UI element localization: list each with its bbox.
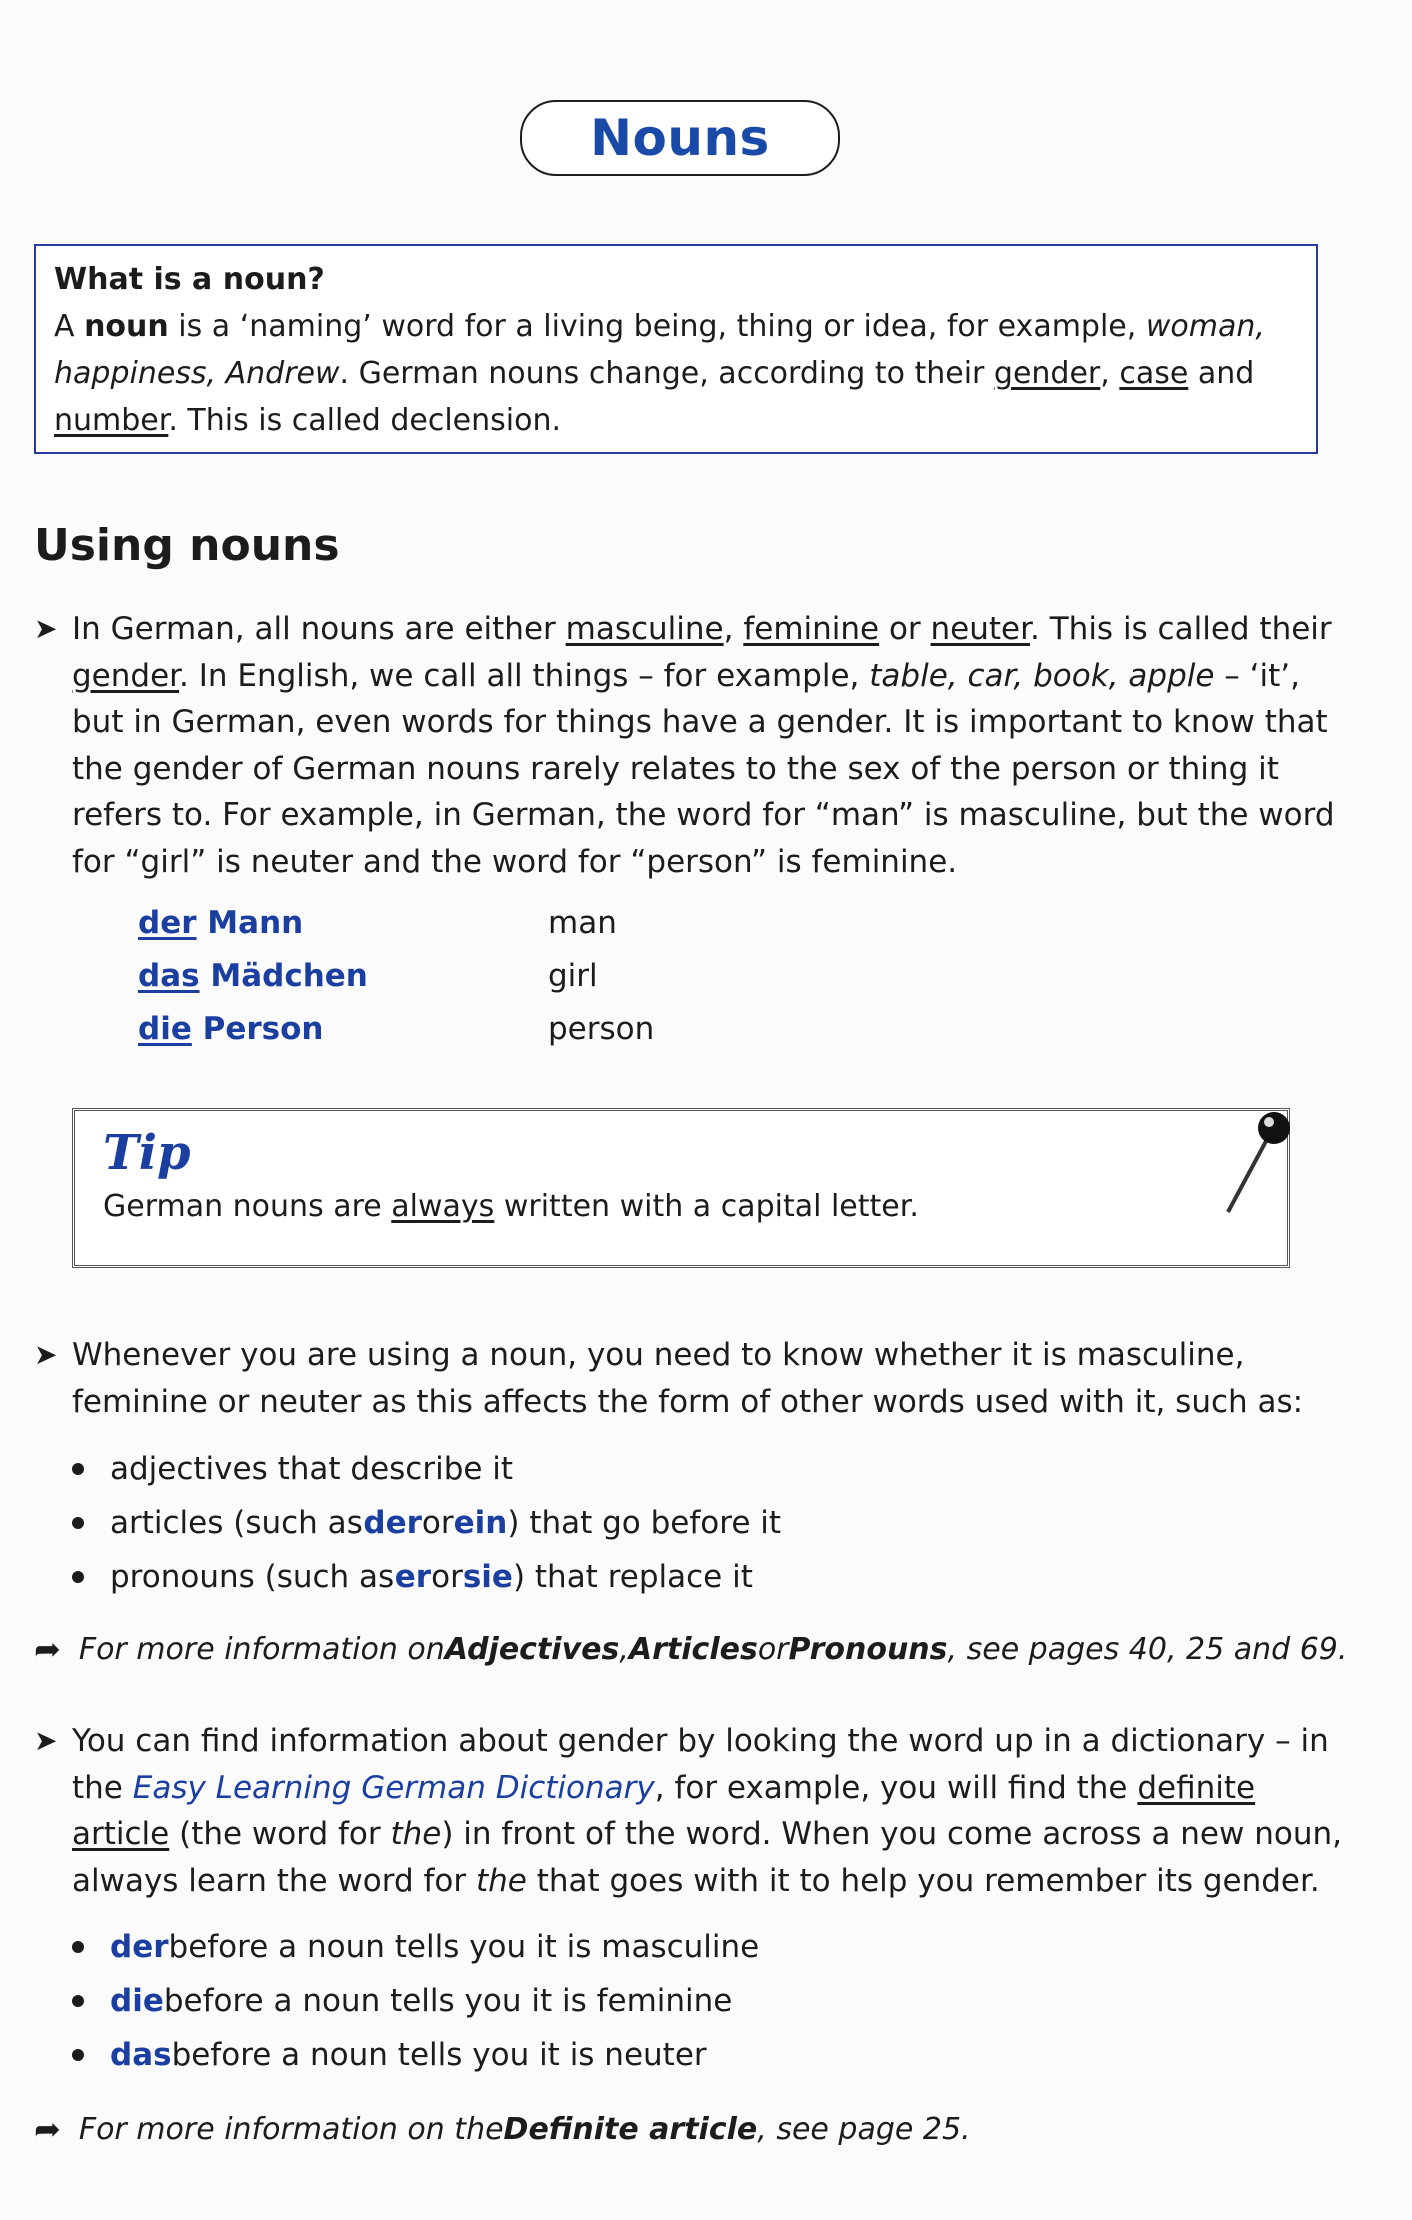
- bullet-text: articles (such as: [110, 1505, 363, 1541]
- p1-t5: or: [879, 611, 931, 647]
- tip-always: always: [391, 1189, 495, 1224]
- list-item: [72, 1442, 781, 1496]
- def-t3: is a ‘naming’ word for a living being, thing or idea, for example,: [168, 309, 1146, 344]
- definition-question: What is a noun?: [54, 262, 325, 297]
- def-t7: ,: [1100, 356, 1120, 391]
- bullet-list-word-types: [72, 1442, 781, 1604]
- pushpin-icon: [1212, 1100, 1302, 1230]
- example-article[interactable]: die: [138, 1010, 192, 1047]
- bullet-text: before a noun tells you it is neuter: [171, 2037, 707, 2073]
- list-item: [72, 1496, 781, 1550]
- bullet-dot-icon: [72, 1517, 84, 1529]
- arrow-bullet-icon: ➤: [34, 1724, 58, 1757]
- bullet-text: ) that go before it: [507, 1505, 782, 1541]
- page-title: Nouns: [590, 109, 770, 167]
- example-row: [138, 949, 738, 1002]
- xref1-t7: , see pages 40, 25 and 69.: [947, 1631, 1348, 1667]
- bullet-text: pronouns (such as: [110, 1559, 395, 1595]
- p1-t7: . This is called their: [1030, 611, 1332, 647]
- p3-t5: (the word for: [169, 1816, 391, 1852]
- bullet-dot-icon: [72, 2049, 84, 2061]
- example-noun: Mann: [196, 904, 304, 941]
- cross-reference-2[interactable]: [34, 2110, 971, 2148]
- title-pill: [520, 100, 840, 176]
- example-list: [138, 896, 738, 1055]
- def-t1: A: [54, 309, 85, 344]
- example-german: [138, 1011, 548, 1047]
- tip-text: [103, 1189, 1259, 1224]
- example-row: [138, 896, 738, 949]
- p3-t1: You can find information about gender by looking the word up in a dictionary – in the: [72, 1723, 1329, 1806]
- def-examples: woman, happiness, Andrew: [54, 309, 1265, 391]
- paragraph-gender: [34, 606, 1354, 885]
- definition-box: [34, 244, 1318, 454]
- bullet-german-word: ein: [453, 1505, 508, 1541]
- xref2-t1: For more information on the: [78, 2111, 504, 2147]
- p3-t7: ) in front of the word. When you come across a new noun, always learn the word for: [72, 1816, 1342, 1899]
- xref2-t3: , see page 25.: [757, 2111, 971, 2147]
- bullet-german-word: sie: [462, 1559, 513, 1595]
- def-t5: . German nouns change, according to their: [339, 356, 994, 391]
- bullet-dot-icon: [72, 1995, 84, 2007]
- def-noun-term: noun: [84, 309, 169, 344]
- tip-t3: written with a capital letter.: [494, 1189, 919, 1224]
- example-article[interactable]: das: [138, 957, 200, 994]
- def-t9: and: [1188, 356, 1255, 391]
- bullet-german-word: der: [363, 1505, 422, 1541]
- example-noun: Mädchen: [199, 957, 368, 994]
- bullet-text: before a noun tells you it is masculine: [168, 1929, 760, 1965]
- list-item: [72, 1974, 759, 2028]
- bullet-text: ) that replace it: [512, 1559, 753, 1595]
- bullet-text: or: [421, 1505, 454, 1541]
- paragraph-agreement: [34, 1332, 1354, 1425]
- bullet-text: adjectives that describe it: [110, 1451, 514, 1487]
- cross-reference-1[interactable]: [34, 1630, 1347, 1668]
- gender-link[interactable]: gender: [72, 657, 180, 694]
- xref1-pronouns: Pronouns: [788, 1631, 948, 1667]
- example-german: [138, 958, 548, 994]
- bullet-list-articles: [72, 1920, 759, 2082]
- def-number-link[interactable]: number: [54, 403, 169, 438]
- masculine-link[interactable]: masculine: [565, 611, 724, 647]
- arrow-bullet-icon: ➤: [34, 612, 58, 645]
- p3-the: the: [390, 1816, 442, 1852]
- definite-article-link[interactable]: definite article: [72, 1769, 1256, 1852]
- arrow-bullet-icon: ➤: [34, 1338, 58, 1371]
- feminine-link[interactable]: feminine: [743, 611, 880, 647]
- bullet-german-word: die: [110, 1983, 164, 2019]
- bullet-dot-icon: [72, 1463, 84, 1475]
- p1-t1: In German, all nouns are either: [72, 611, 566, 647]
- example-translation: person: [548, 1010, 655, 1047]
- dictionary-title: Easy Learning German Dictionary: [132, 1769, 655, 1806]
- p1-t9: . In English, we call all things – for example,: [179, 657, 870, 694]
- p3-t9: that goes with it to help you remember its gender.: [526, 1862, 1320, 1899]
- xref1-t3: ,: [619, 1631, 629, 1667]
- tip-t1: German nouns are: [103, 1189, 392, 1224]
- xref2-definite-article: Definite article: [503, 2111, 758, 2147]
- bullet-german-word: das: [110, 2037, 172, 2073]
- definition-text: [54, 303, 1298, 444]
- tip-box: [72, 1108, 1290, 1268]
- bullet-german-word: er: [394, 1559, 432, 1595]
- xref1-articles: Articles: [628, 1631, 758, 1667]
- xref1-t1: For more information on: [78, 1631, 445, 1667]
- example-translation: man: [548, 904, 617, 941]
- xref1-adjectives: Adjectives: [444, 1631, 620, 1667]
- list-item: [72, 1920, 759, 1974]
- example-article[interactable]: der: [138, 904, 197, 941]
- bullet-german-word: der: [110, 1929, 169, 1965]
- neuter-link[interactable]: neuter: [930, 611, 1031, 647]
- paragraph-dictionary: [34, 1718, 1354, 1904]
- bullet-text: or: [431, 1559, 463, 1595]
- p1-examples: table, car, book, apple: [869, 657, 1215, 694]
- bullet-dot-icon: [72, 1941, 84, 1953]
- cross-reference-icon: ➦: [34, 1630, 61, 1668]
- def-gender-link[interactable]: gender: [993, 356, 1101, 391]
- tip-heading: Tip: [103, 1125, 191, 1181]
- example-row: [138, 1002, 738, 1055]
- cross-reference-icon: ➦: [34, 2110, 61, 2148]
- example-noun: Person: [191, 1010, 324, 1047]
- example-german: [138, 905, 548, 941]
- p3-t3: , for example, you will find the: [654, 1769, 1138, 1806]
- def-case-link[interactable]: case: [1119, 356, 1189, 391]
- p3-the: the: [475, 1862, 527, 1899]
- example-translation: girl: [548, 957, 598, 994]
- bullet-dot-icon: [72, 1571, 84, 1583]
- list-item: [72, 2028, 759, 2082]
- p2-text: Whenever you are using a noun, you need to know whether it is masculine, feminine or neuter as this affects the form of other words used with it, such as:: [72, 1337, 1304, 1420]
- p1-t3: ,: [723, 611, 744, 647]
- xref1-t5: or: [757, 1631, 789, 1667]
- def-t11: . This is called declension.: [168, 403, 562, 438]
- bullet-text: before a noun tells you it is feminine: [163, 1983, 733, 2019]
- list-item: [72, 1550, 781, 1604]
- section-heading: Using nouns: [34, 520, 340, 571]
- p1-t11: – ‘it’, but in German, even words for things have a gender. It is important to know that the gender of German nouns rarely relates to the sex of the person or thing it refers to. For example, in German, the word for “man” is masculine, but the word for “girl” is neuter and the word for “person” is feminine.: [72, 657, 1335, 880]
